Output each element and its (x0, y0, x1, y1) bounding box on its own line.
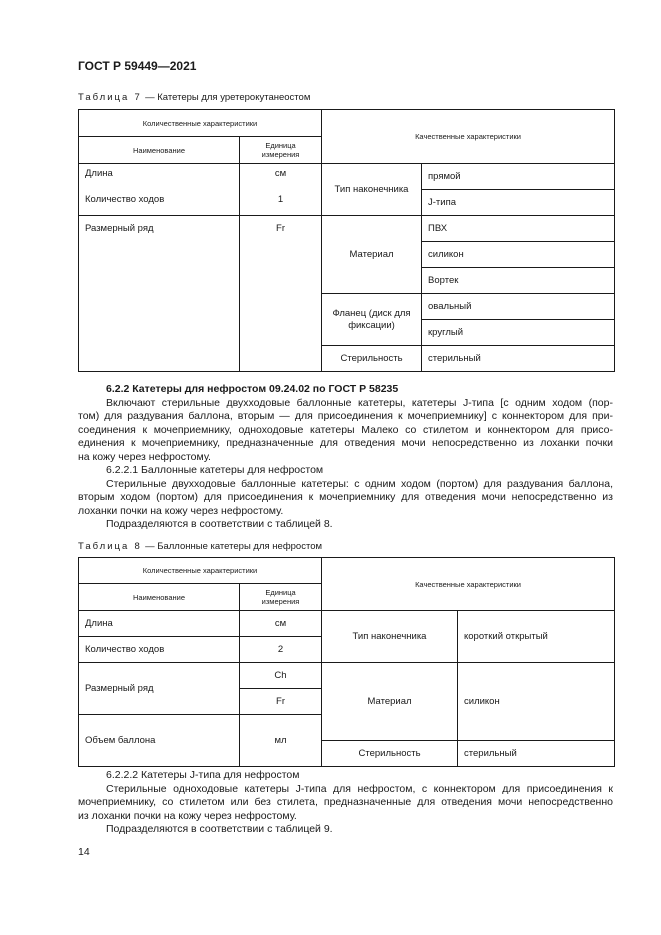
table-row-name: Длина (79, 611, 240, 637)
caption-title: — Баллонные катетеры для нефростом (145, 541, 323, 552)
unit-header: Единица измерения (240, 584, 322, 611)
section-6-2-2-2 (78, 769, 613, 837)
qual-label: Стерильность (322, 346, 422, 372)
table-7 (78, 109, 615, 372)
table-row-unit: 2 (240, 637, 322, 663)
document-header: ГОСТ Р 59449—2021 (78, 59, 197, 73)
name-header: Наименование (79, 584, 240, 611)
caption-title: — Катетеры для уретерокутанеостом (145, 92, 311, 103)
quant-header: Количественные характеристики (79, 558, 322, 584)
section-6-2-2 (78, 383, 613, 532)
qual-value: ПВХ (422, 216, 615, 242)
qual-value: овальный (422, 294, 615, 320)
table-row-unit (240, 164, 322, 216)
table-row-unit: см (240, 611, 322, 637)
para-line: том) для раздувания баллона, вторым — для присоединения к мочеприемнику] с коннектором для при- (78, 410, 613, 422)
caption-number: 7 (134, 92, 140, 103)
qual-label: Тип наконечника (322, 164, 422, 216)
table-row-name: Количество ходов (79, 637, 240, 663)
table-row-unit: Ch (240, 663, 322, 689)
para-line: единения к мочеприемнику, предназначенные для отведения мочи непосредственно из лоханки почки (78, 437, 613, 449)
qual-value: силикон (458, 663, 615, 741)
qual-value: стерильный (458, 741, 615, 767)
row-unit: 1 (277, 194, 284, 205)
table-row (79, 164, 240, 216)
qual-header: Качественные характеристики (322, 558, 615, 611)
qual-label: Материал (322, 663, 458, 741)
page-number: 14 (78, 846, 90, 858)
table8-caption (78, 541, 322, 552)
table7-caption (78, 92, 310, 103)
qual-label: Фланец (диск для фиксации) (322, 294, 422, 346)
qual-label: Тип наконечника (322, 611, 458, 663)
subsection-heading: 6.2.2.1 Баллонные катетеры для нефростом (106, 464, 324, 476)
qual-value: круглый (422, 320, 615, 346)
para-line: лоханки почки на кожу через нефростому. (78, 504, 284, 517)
para-line: Включают стерильные двухходовые баллонные катетеры, катетеры J-типа [с одним ходом (пор- (106, 396, 613, 409)
qual-value: силикон (422, 242, 615, 268)
table-reference: Подразделяются в соответствии с таблицей 8. (106, 518, 333, 530)
para-line: соединения к мочеприемнику, одноходовые катетеры Малеко со стилетом и коннектором для присо- (78, 423, 613, 436)
row-name: Длина (85, 168, 113, 179)
para-line: Стерильные двухходовые баллонные катетеры: с одним ходом (портом) для раздувания баллона, (106, 477, 613, 490)
para-line: на кожу через нефростому. (78, 450, 211, 463)
table-row-unit: Fr (240, 216, 322, 372)
para-line: из лоханки почки на кожу через нефростому. (78, 809, 297, 822)
caption-number: 8 (134, 541, 140, 552)
para-line: вторым ходом (портом) для присоединения к мочеприемнику для отведения мочи непосредственно из (78, 491, 613, 503)
qual-value: Вортек (422, 268, 615, 294)
para-line: Стерильные одноходовые катетеры J-типа для нефростом, с коннектором для присоединения к (106, 782, 613, 795)
caption-word: Таблица (78, 92, 130, 103)
qual-header: Качественные характеристики (322, 110, 615, 164)
table-8 (78, 557, 615, 767)
table-row-unit: Fr (240, 689, 322, 715)
table-reference: Подразделяются в соответствии с таблицей 9. (106, 823, 333, 835)
table-row-name: Объем баллона (79, 715, 240, 767)
qual-value: прямой (422, 164, 615, 190)
table-row-name: Размерный ряд (79, 663, 240, 715)
qual-value: J-типа (422, 190, 615, 216)
qual-label: Материал (322, 216, 422, 294)
caption-word: Таблица (78, 541, 130, 552)
subsection-heading: 6.2.2.2 Катетеры J-типа для нефростом (106, 769, 300, 781)
quant-header: Количественные характеристики (79, 110, 322, 137)
qual-label: Стерильность (322, 741, 458, 767)
table-row-unit: мл (240, 715, 322, 767)
para-line: мочеприемнику, со стилетом или без стилета, предназначенные для отведения мочи непосредственно (78, 796, 613, 808)
table-row-name: Размерный ряд (79, 216, 240, 372)
row-name: Количество ходов (85, 194, 165, 205)
unit-header: Единица измерения (240, 137, 322, 164)
section-heading: 6.2.2 Катетеры для нефростом 09.24.02 по ГОСТ Р 58235 (106, 383, 399, 395)
qual-value: стерильный (422, 346, 615, 372)
row-unit: см (274, 168, 287, 179)
name-header: Наименование (79, 137, 240, 164)
qual-value: короткий открытый (458, 611, 615, 663)
